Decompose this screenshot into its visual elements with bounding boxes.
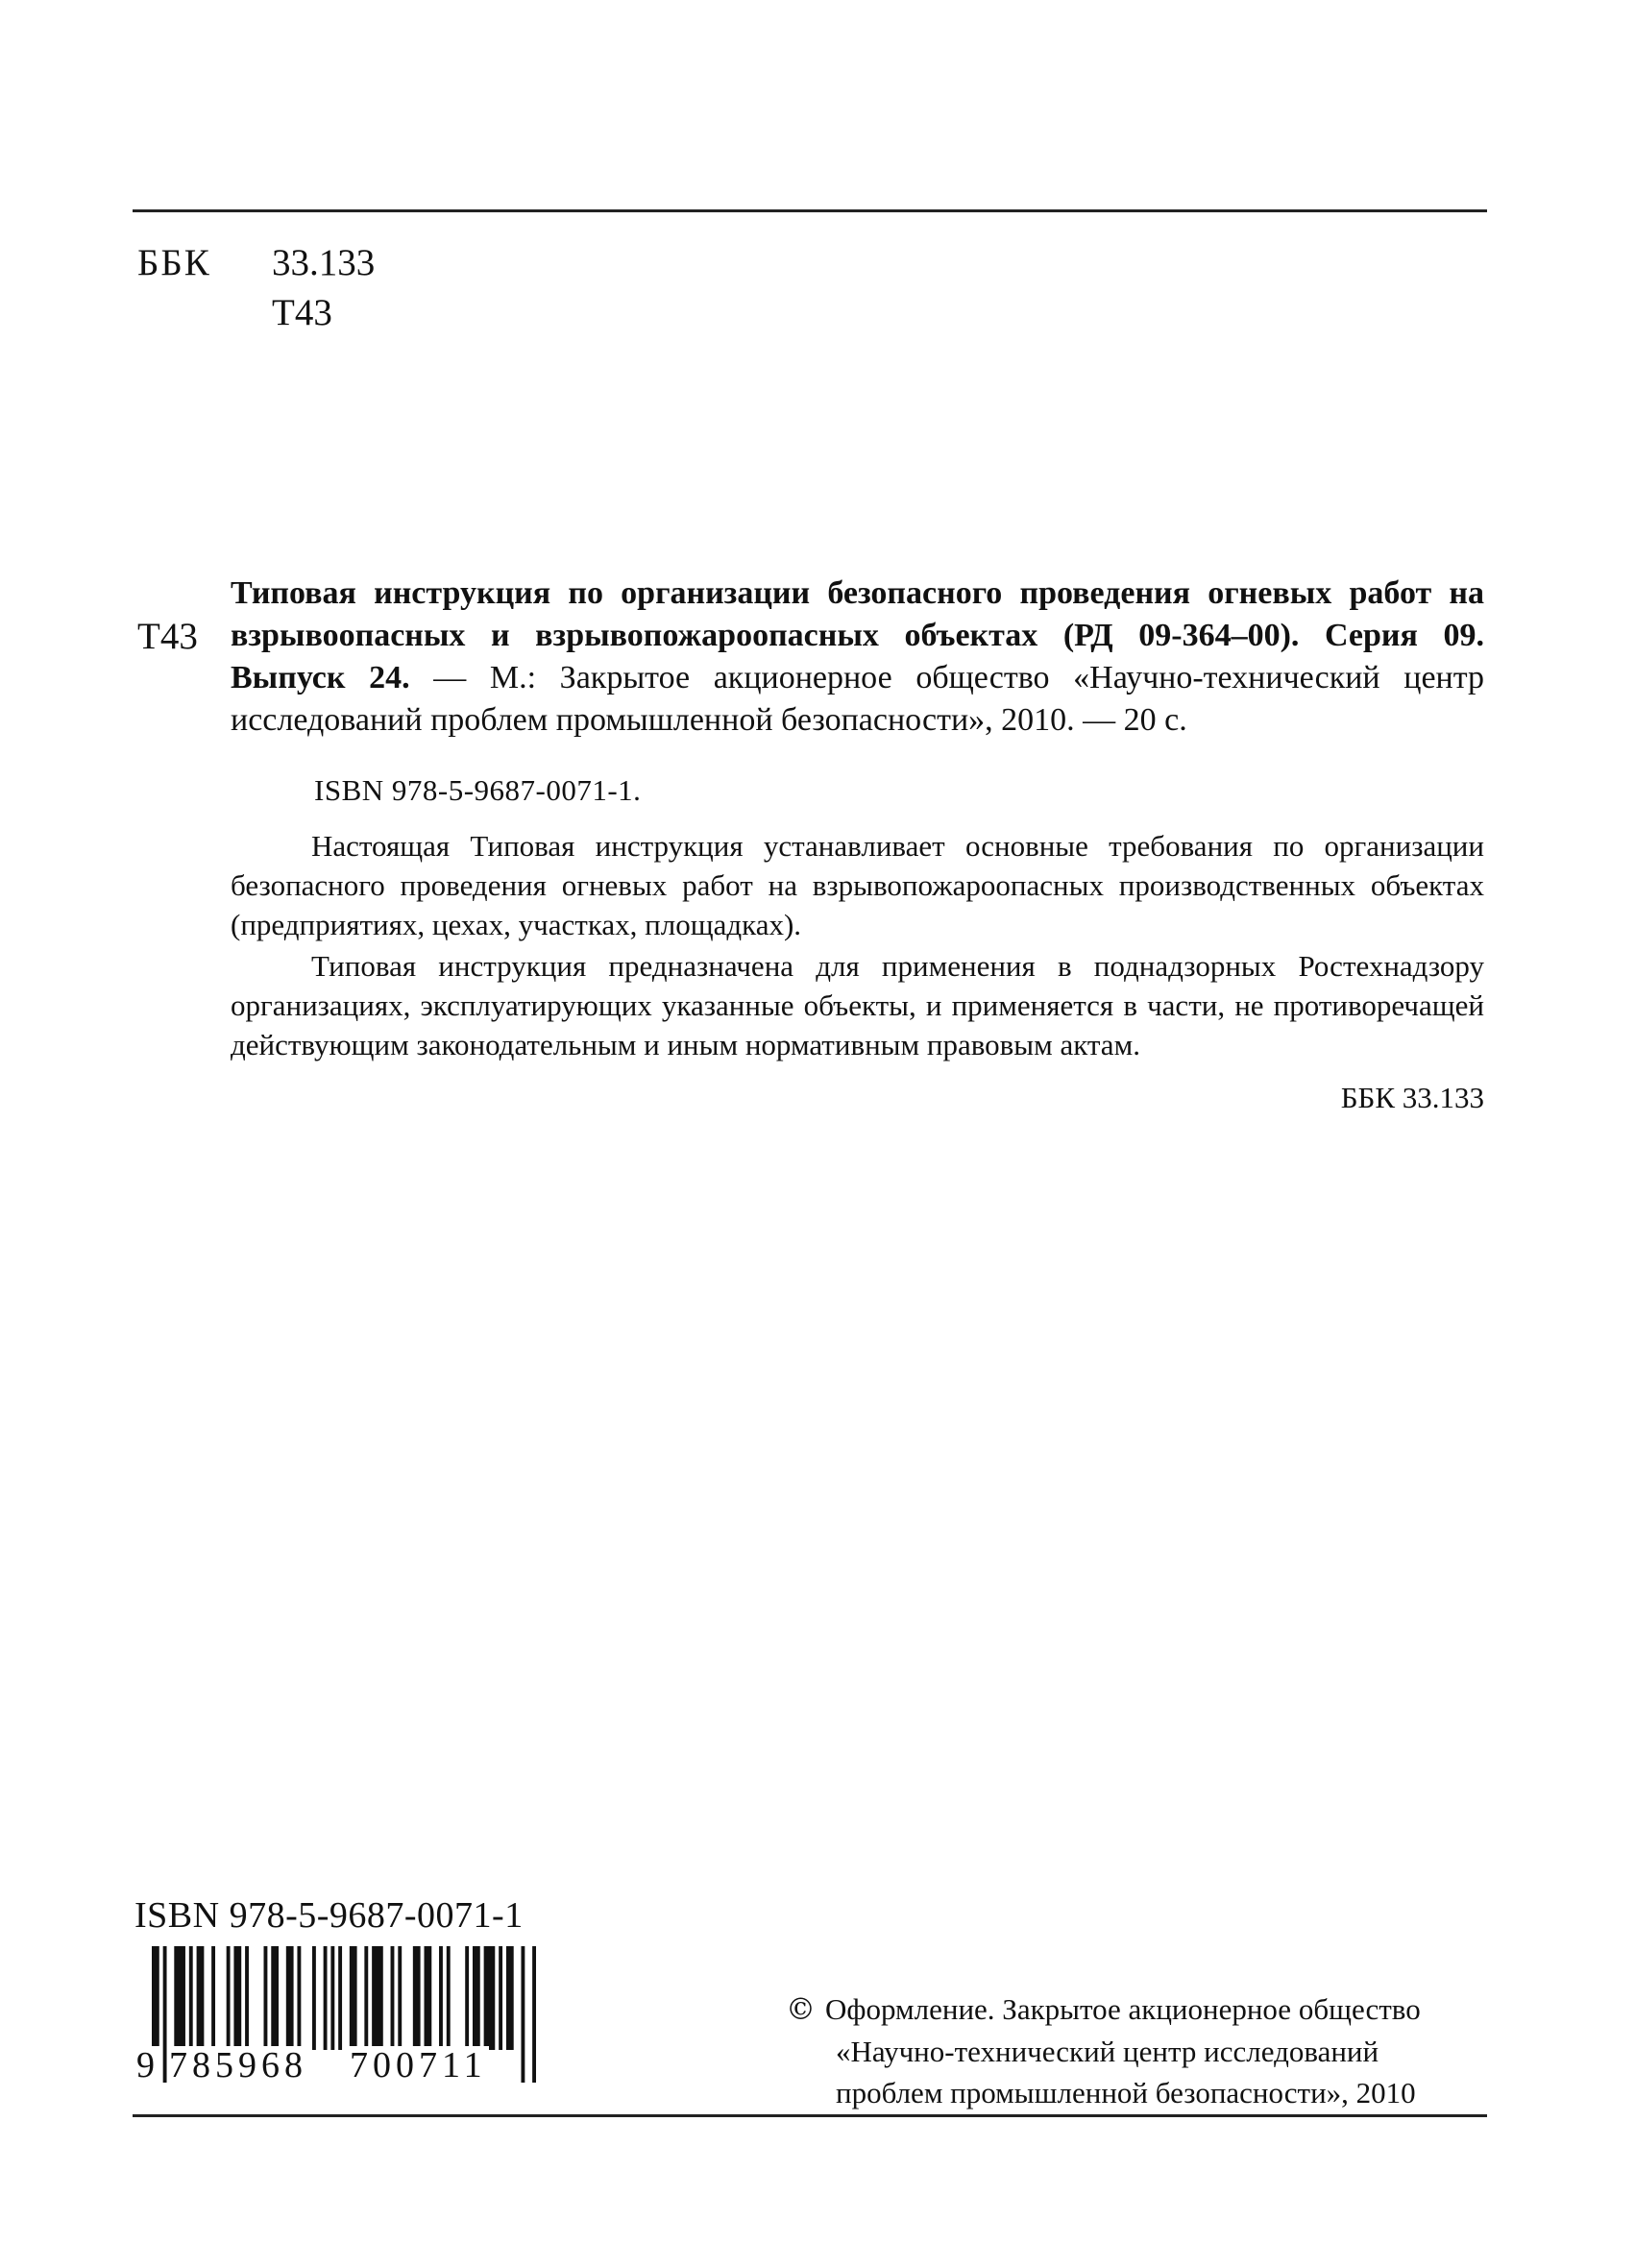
barcode-bar: [465, 1946, 469, 2050]
barcode-bar: [197, 1946, 205, 2050]
copyright-line-3: проблем промышленной безопасности», 2010: [836, 2076, 1416, 2109]
barcode-bar: [233, 1946, 241, 2050]
barcode-bar: [271, 1946, 279, 2050]
barcode-bar: [245, 1946, 249, 2050]
barcode-bar: [297, 1946, 301, 2050]
annotation-bbk: ББК 33.133: [1340, 1081, 1484, 1114]
bottom-rule: [133, 2114, 1487, 2117]
author-mark: Т43: [272, 292, 332, 333]
barcode-bar: [398, 1946, 402, 2050]
citation-publisher: — М.: Закрытое акционерное общество «Научно-технический центр исследований проблем промышленной безопасности», 2010. — 20 с.: [231, 660, 1484, 738]
copyright-line-1-text: Оформление. Закрытое акционерное общество: [825, 1992, 1421, 2026]
bibliographic-citation: [231, 573, 1484, 742]
margin-author-mark: Т43: [137, 616, 198, 657]
barcode-bar: [425, 1946, 432, 2050]
barcode-bar: [473, 1946, 480, 2050]
barcode-bar: [506, 1946, 514, 2050]
barcode-bar: [174, 1946, 185, 2050]
barcode-bar: [413, 1946, 421, 2050]
bbk-label: ББК: [137, 242, 211, 283]
barcode-bar: [211, 1946, 215, 2050]
copyright-line-2: «Научно-технический центр исследований: [836, 2035, 1379, 2068]
top-rule: [133, 209, 1487, 212]
barcode-bar: [330, 1946, 334, 2050]
copyright-notice: [786, 1988, 1487, 2113]
annotation-paragraph-2: Типовая инструкция предназначена для применения в поднадзорных Ростехнадзору организациях, эксплуатирующих указанные объекты, и применяется в части, не противоречащей действующим законодательным и иным нормативным правовым актам.: [231, 949, 1484, 1061]
barcode-bar: [372, 1946, 383, 2050]
barcode-bar: [163, 1946, 167, 2083]
annotation-paragraph-1: Настоящая Типовая инструкция устанавливает основные требования по организации безопасного проведения огневых работ на взрывопожароопасных производственных объектах (предприятиях, цехах, участках, площадках).: [231, 829, 1484, 941]
barcode-bar: [364, 1946, 368, 2050]
barcode-bar: [324, 1946, 328, 2050]
barcode-bar: [521, 1946, 525, 2083]
barcode-bar: [227, 1946, 231, 2050]
annotation: [231, 826, 1484, 1117]
barcode-digit-lead: 9: [136, 2045, 159, 2085]
barcode-bar: [532, 1946, 536, 2083]
barcode-isbn-label: ISBN 978-5-9687-0071-1: [134, 1895, 524, 1936]
barcode-digit-left-group: 785968: [169, 2045, 307, 2085]
barcode-bar: [286, 1946, 294, 2050]
barcode-bar: [350, 1946, 357, 2050]
barcode-digit-right-group: 700711: [350, 2045, 487, 2085]
copyright-line-1: [786, 1988, 1487, 2031]
barcode-bar: [312, 1946, 316, 2050]
barcode-bar: [391, 1946, 395, 2050]
barcode-bar: [484, 1946, 496, 2050]
barcode-bar: [447, 1946, 451, 2050]
barcode-bar: [189, 1946, 193, 2050]
copyright-symbol: ©: [786, 1992, 816, 2027]
barcode-bar: [338, 1946, 342, 2050]
barcode-bar: [499, 1946, 502, 2050]
citation-title: Типовая инструкция по организации безопасного проведения огневых работ на взрывоопасных и взрывопожароопасных объектах (РД 09-364–00). Серия 09. Выпуск 24.: [231, 575, 1484, 695]
isbn-line: ISBN 978-5-9687-0071-1.: [314, 773, 642, 807]
barcode-bar: [439, 1946, 443, 2050]
bbk-code: 33.133: [272, 242, 376, 283]
barcode-bar: [264, 1946, 268, 2050]
